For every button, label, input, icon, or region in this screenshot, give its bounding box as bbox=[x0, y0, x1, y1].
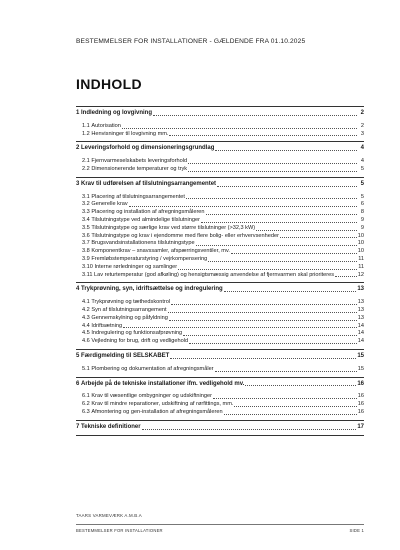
toc-entry-page: 13 bbox=[357, 314, 364, 321]
toc-entry-title: Krav til udførelsen af tilslutningsarrangementet bbox=[81, 180, 217, 187]
toc-entry-title: Krav til mindre reparationer, udskiftning af rørfittings, mm. bbox=[91, 401, 234, 408]
toc-entry-number: 6.3 bbox=[82, 408, 90, 415]
toc-dot-leader bbox=[153, 115, 357, 116]
toc-entry-number: 3.1 bbox=[82, 193, 90, 200]
toc-dot-leader bbox=[224, 291, 357, 292]
toc-entry-title: Brugsvandsinstallationens tilslutningstype bbox=[91, 240, 195, 247]
toc-dot-leader bbox=[245, 385, 356, 386]
toc-section bbox=[76, 421, 364, 436]
toc-entry-title: Dimensionerende temperaturer og tryk bbox=[91, 165, 188, 172]
toc-entry-number: 3.3 bbox=[82, 209, 90, 216]
toc-entry-page: 5 bbox=[360, 165, 364, 172]
toc-entry-page: 3 bbox=[360, 130, 364, 137]
toc-entry-number: 3.8 bbox=[82, 248, 90, 255]
toc-entry-page: 16 bbox=[357, 393, 364, 400]
toc-entry-number: 4.6 bbox=[82, 338, 90, 345]
toc-entry-title: Afmontering og gen-installation af afregningsmåleren bbox=[91, 408, 223, 415]
toc-entry-page: 11 bbox=[358, 263, 364, 270]
toc-entry-page: 16 bbox=[357, 380, 364, 387]
toc-entry-number: 3.10 bbox=[82, 263, 93, 270]
toc-entry-title: Indledning og lovgivning bbox=[81, 110, 153, 116]
toc-section bbox=[76, 107, 364, 142]
toc-entry-number: 2 bbox=[76, 145, 80, 152]
toc-entry-title: Tilslutningstype og krav i ejendomme med flere bolig- eller erhvervsenheder bbox=[91, 232, 279, 239]
toc-entry-title: Trykprøvning og tæthedskontrol bbox=[91, 299, 171, 306]
toc-entry-title: Idriftsætning bbox=[91, 322, 123, 329]
toc-entry-number: 4.3 bbox=[82, 314, 90, 321]
toc-subsection-entry[interactable] bbox=[76, 338, 364, 346]
toc-dot-leader bbox=[170, 358, 356, 359]
toc-entry-page: 16 bbox=[357, 408, 364, 415]
toc-section bbox=[76, 178, 364, 284]
toc-dot-leader bbox=[231, 253, 357, 254]
toc-dot-leader bbox=[169, 320, 357, 321]
toc-subsection-entry[interactable] bbox=[76, 158, 364, 166]
toc-entry-page: 15 bbox=[357, 352, 364, 359]
toc-entry-page: 9 bbox=[360, 224, 364, 231]
toc-entry-number: 4.5 bbox=[82, 330, 90, 337]
toc-entry-page: 11 bbox=[358, 255, 364, 262]
toc-subsection-entry[interactable] bbox=[76, 123, 364, 131]
toc-entry-number: 4.4 bbox=[82, 322, 90, 329]
toc-dot-leader bbox=[206, 214, 357, 215]
toc-entry-page: 10 bbox=[357, 240, 364, 247]
toc-entry-title: Tilslutningstype ved almindelige tilslutninger bbox=[91, 216, 200, 223]
toc-entry-title: Lav returtemperatur (god afkøling) og hensigtsmæssig anvendelse af fjernvarmen skal prioriteres bbox=[94, 271, 335, 278]
toc-subsection-entry[interactable] bbox=[76, 217, 364, 225]
toc-entry-number: 2.1 bbox=[82, 158, 90, 165]
toc-entry-number: 5 bbox=[76, 352, 80, 359]
toc-section-entry[interactable] bbox=[76, 350, 364, 361]
toc-entry-title: Vejledning for brug, drift og vedligehold bbox=[91, 338, 189, 345]
toc-entry-page: 9 bbox=[360, 216, 364, 223]
toc-dot-leader bbox=[123, 327, 357, 328]
toc-dot-leader bbox=[168, 312, 357, 313]
toc-entry-title: Tekniske definitioner bbox=[81, 423, 141, 430]
toc-entry-title: Komponentkrav – snavssamler, afspærringsventiler, mv. bbox=[91, 248, 230, 255]
toc-section-entry[interactable] bbox=[76, 107, 364, 118]
toc-entry-number: 2.2 bbox=[82, 165, 90, 172]
toc-dot-leader bbox=[183, 335, 357, 336]
toc-subsection-entry[interactable] bbox=[76, 248, 364, 256]
toc-entry-number: 1.1 bbox=[82, 122, 90, 129]
toc-dot-leader bbox=[201, 222, 357, 223]
toc-subsection-entry[interactable] bbox=[76, 315, 364, 323]
toc-subsection-entry[interactable] bbox=[76, 256, 364, 264]
toc-entry-title: Autorisation bbox=[91, 122, 121, 129]
toc-entry-number: 6 bbox=[76, 380, 80, 387]
toc-entry-number: 7 bbox=[76, 423, 80, 430]
toc-entry-page: 8 bbox=[360, 209, 364, 216]
toc-section-entry[interactable] bbox=[76, 178, 364, 189]
toc-entry-page: 5 bbox=[360, 180, 364, 187]
toc-entry-title: Krav til væsentlige ombygninger og udskiftninger bbox=[91, 393, 212, 400]
toc-entry-title: Gennemskylning og påfyldning bbox=[91, 314, 168, 321]
toc-entry-number: 3.9 bbox=[82, 255, 90, 262]
toc-subsection-entry[interactable] bbox=[76, 299, 364, 307]
toc-entry-title: Indregulering og funktionsafprøvning bbox=[91, 330, 183, 337]
toc-dot-leader bbox=[178, 269, 357, 270]
toc-entry-title: Placering af tilslutningsarrangementet bbox=[91, 193, 185, 200]
toc-entry-page: 17 bbox=[357, 423, 364, 430]
toc-subsection-entry[interactable] bbox=[76, 393, 364, 401]
toc-entry-title: Færdigmelding til SELSKABET bbox=[81, 352, 170, 359]
toc-entry-page: 2 bbox=[360, 110, 364, 116]
toc-section-entry[interactable] bbox=[76, 283, 364, 294]
toc-subsection-entry[interactable] bbox=[76, 409, 364, 417]
footer-company: TAARS VARMEVÆRK A.M.B.A bbox=[76, 513, 142, 518]
toc-dot-leader bbox=[171, 304, 357, 305]
toc-dot-leader bbox=[186, 198, 357, 199]
toc-entry-page: 15 bbox=[357, 365, 364, 372]
toc-entry-number: 6.1 bbox=[82, 393, 90, 400]
toc-subsection-entry[interactable] bbox=[76, 366, 364, 374]
toc-entry-title: Henvisninger til lovgivning mm. bbox=[91, 130, 169, 137]
toc-subsection-entry[interactable] bbox=[76, 272, 364, 280]
toc-entry-title: Tilslutningstype og særlige krav ved større tilslutninger (>32,3 kW) bbox=[91, 224, 256, 231]
toc-section-entry[interactable] bbox=[76, 421, 364, 432]
toc-dot-leader bbox=[213, 398, 357, 399]
toc-entry-title: Arbejde på de tekniske installationer ifm. vedligehold mv. bbox=[81, 380, 245, 387]
toc-section bbox=[76, 350, 364, 378]
toc-entry-page: 10 bbox=[357, 248, 364, 255]
toc-dot-leader bbox=[215, 371, 357, 372]
toc-entry-number: 3.4 bbox=[82, 216, 90, 223]
toc-dot-leader bbox=[256, 230, 357, 231]
toc-entry-page: 6 bbox=[360, 201, 364, 208]
toc-dot-leader bbox=[188, 163, 357, 164]
toc-dot-leader bbox=[196, 245, 357, 246]
toc-subsection-entry[interactable] bbox=[76, 307, 364, 315]
toc-dot-leader bbox=[189, 343, 357, 344]
toc-subsection-entry[interactable] bbox=[76, 131, 364, 139]
toc-subsection-entry[interactable] bbox=[76, 209, 364, 217]
toc-entry-title: Fremløbstemperaturstyring / vejrkompensering bbox=[91, 255, 208, 262]
toc-dot-leader bbox=[208, 261, 357, 262]
toc-section bbox=[76, 283, 364, 350]
footer-document-name: BESTEMMELSER FOR INSTALLATIONER bbox=[76, 528, 163, 533]
toc-entry-page: 13 bbox=[357, 286, 364, 293]
toc-entry-page: 2 bbox=[360, 122, 364, 129]
toc-dot-leader bbox=[129, 206, 357, 207]
toc-subsection-entry[interactable] bbox=[76, 201, 364, 209]
toc-subsection-entry[interactable] bbox=[76, 166, 364, 174]
toc-subsection-entry[interactable] bbox=[76, 194, 364, 202]
toc-entry-title: Trykprøvning, syn, idriftsættelse og indregulering bbox=[81, 286, 223, 293]
toc-section-entry[interactable] bbox=[76, 142, 364, 153]
toc-entry-page: 10 bbox=[357, 232, 364, 239]
toc-entry-title: Fjernvarmeselskabets leveringsforhold bbox=[91, 158, 188, 165]
toc-dot-leader bbox=[122, 128, 357, 129]
toc-subsection-entry[interactable] bbox=[76, 323, 364, 331]
toc-dot-leader bbox=[335, 276, 357, 277]
toc-subsection-entry[interactable] bbox=[76, 330, 364, 338]
toc-entry-number: 1.2 bbox=[82, 130, 90, 137]
toc-entry-number: 4.1 bbox=[82, 299, 90, 306]
toc-entry-page: 13 bbox=[357, 299, 364, 306]
toc-entry-title: Syn af tilslutningsarrangement bbox=[91, 306, 167, 313]
toc-section bbox=[76, 142, 364, 177]
toc-entry-number: 4 bbox=[76, 286, 80, 293]
toc-entry-title: Interne rørledninger og samlinger bbox=[94, 263, 178, 270]
toc-entry-page: 14 bbox=[357, 322, 364, 329]
toc-dot-leader bbox=[224, 414, 357, 415]
toc-heading: INDHOLD bbox=[76, 76, 142, 92]
toc-entry-page: 12 bbox=[357, 271, 364, 278]
toc-dot-leader bbox=[169, 135, 357, 136]
toc-entry-page: 13 bbox=[357, 306, 364, 313]
toc-dot-leader bbox=[234, 406, 356, 407]
toc-entry-page: 14 bbox=[357, 338, 364, 345]
toc-entry-title: Plombering og dokumentation af afregningsmåler bbox=[91, 365, 214, 372]
toc-subsection-entry[interactable] bbox=[76, 225, 364, 233]
toc-entry-number: 3.5 bbox=[82, 224, 90, 231]
footer-divider bbox=[76, 524, 364, 525]
toc-dot-leader bbox=[142, 429, 357, 430]
toc-entry-number: 6.2 bbox=[82, 401, 90, 408]
toc-entry-number: 4.2 bbox=[82, 306, 90, 313]
toc-dot-leader bbox=[280, 237, 357, 238]
footer-page-number: SIDE 1 bbox=[349, 528, 364, 533]
document-header: BESTEMMELSER FOR INSTALLATIONER - GÆLDENDE FRA 01.10.2025 bbox=[76, 38, 306, 45]
toc-subsection-entry[interactable] bbox=[76, 233, 364, 241]
toc-entry-number: 3.2 bbox=[82, 201, 90, 208]
toc-entry-number: 5.1 bbox=[82, 365, 90, 372]
toc-entry-number: 3.7 bbox=[82, 240, 90, 247]
toc-dot-leader bbox=[215, 150, 357, 151]
toc-entry-title: Placering og installation af afregningsmåleren bbox=[91, 209, 205, 216]
toc-entry-number: 1 bbox=[76, 110, 80, 116]
toc-entry-page: 5 bbox=[360, 193, 364, 200]
toc-subsection-entry[interactable] bbox=[76, 264, 364, 272]
toc-section bbox=[76, 378, 364, 421]
toc-entry-page: 4 bbox=[360, 158, 364, 165]
toc-subsection-entry[interactable] bbox=[76, 240, 364, 248]
toc-subsection-entry[interactable] bbox=[76, 401, 364, 409]
toc-entry-number: 3.6 bbox=[82, 232, 90, 239]
toc-section-entry[interactable] bbox=[76, 378, 364, 389]
toc-entry-number: 3 bbox=[76, 180, 80, 187]
toc-dot-leader bbox=[188, 171, 357, 172]
toc-entry-page: 14 bbox=[357, 330, 364, 337]
table-of-contents bbox=[76, 106, 364, 436]
toc-entry-page: 4 bbox=[360, 145, 364, 152]
toc-entry-number: 3.11 bbox=[82, 271, 93, 278]
toc-entry-title: Generelle krav bbox=[91, 201, 128, 208]
toc-dot-leader bbox=[217, 186, 357, 187]
toc-entry-page: 16 bbox=[357, 401, 364, 408]
toc-entry-title: Leveringsforhold og dimensioneringsgrundlag bbox=[81, 145, 215, 152]
